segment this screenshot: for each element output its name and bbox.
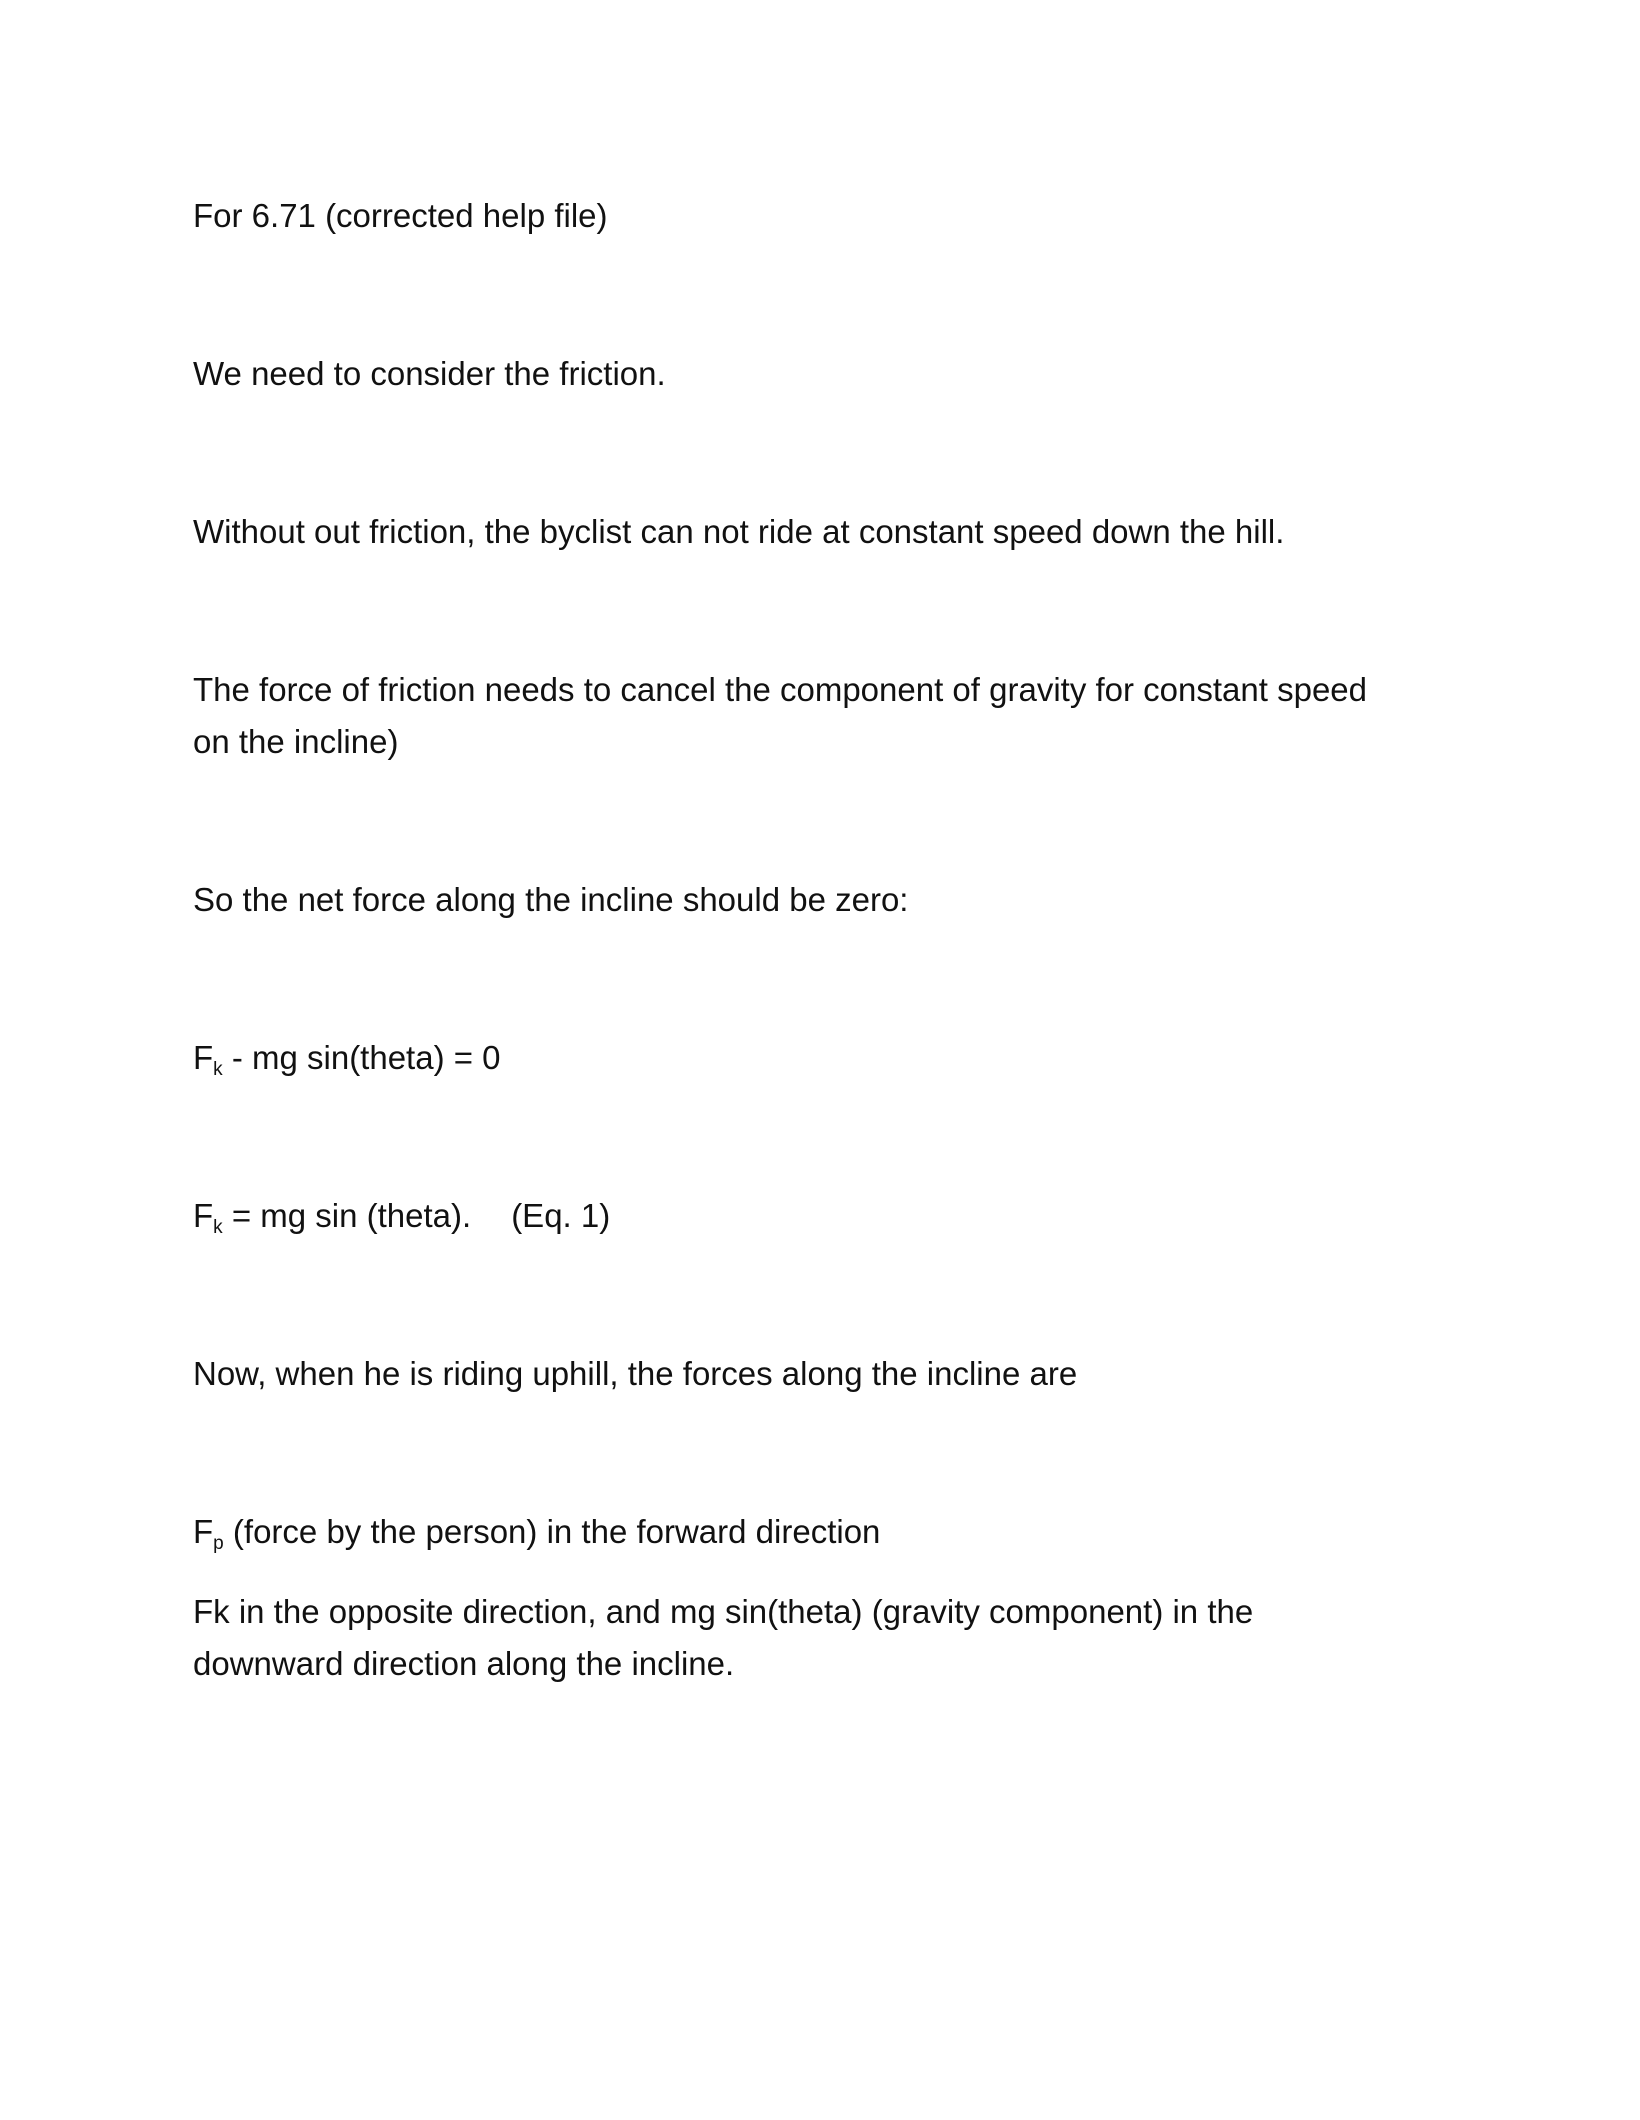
paragraph-opposite-direction-line1: Fk in the opposite direction, and mg sin(theta) (gravity component) in the [193, 1593, 1254, 1630]
equation-subscript: k [213, 1217, 223, 1238]
equation-subscript: k [213, 1059, 223, 1080]
equation-friction-force [193, 1190, 610, 1242]
equation-net-force [193, 1032, 501, 1084]
equation-symbol: F [193, 1039, 214, 1076]
heading-line: For 6.71 (corrected help file) [193, 197, 608, 234]
paragraph-force-of-friction-line2: on the incline) [193, 723, 399, 760]
paragraph-force-of-friction-line1: The force of friction needs to cancel the component of gravity for constant speed [193, 671, 1367, 708]
force-symbol: F [193, 1513, 214, 1550]
force-rest: (force by the person) in the forward direction [223, 1513, 881, 1550]
paragraph-opposite-direction-line2: downward direction along the incline. [193, 1645, 735, 1682]
paragraph-friction: We need to consider the friction. [193, 355, 666, 392]
equation-tag: (Eq. 1) [511, 1197, 611, 1234]
force-person-line [193, 1506, 880, 1558]
paragraph-riding-uphill: Now, when he is riding uphill, the forces along the incline are [193, 1355, 1078, 1392]
equation-symbol: F [193, 1197, 214, 1234]
paragraph-net-force: So the net force along the incline should be zero: [193, 881, 909, 918]
force-subscript: p [213, 1533, 224, 1554]
paragraph-without-friction: Without out friction, the byclist can not ride at constant speed down the hill. [193, 513, 1285, 550]
equation-rest: - mg sin(theta) = 0 [222, 1039, 501, 1076]
equation-rest: = mg sin (theta). [222, 1197, 472, 1234]
